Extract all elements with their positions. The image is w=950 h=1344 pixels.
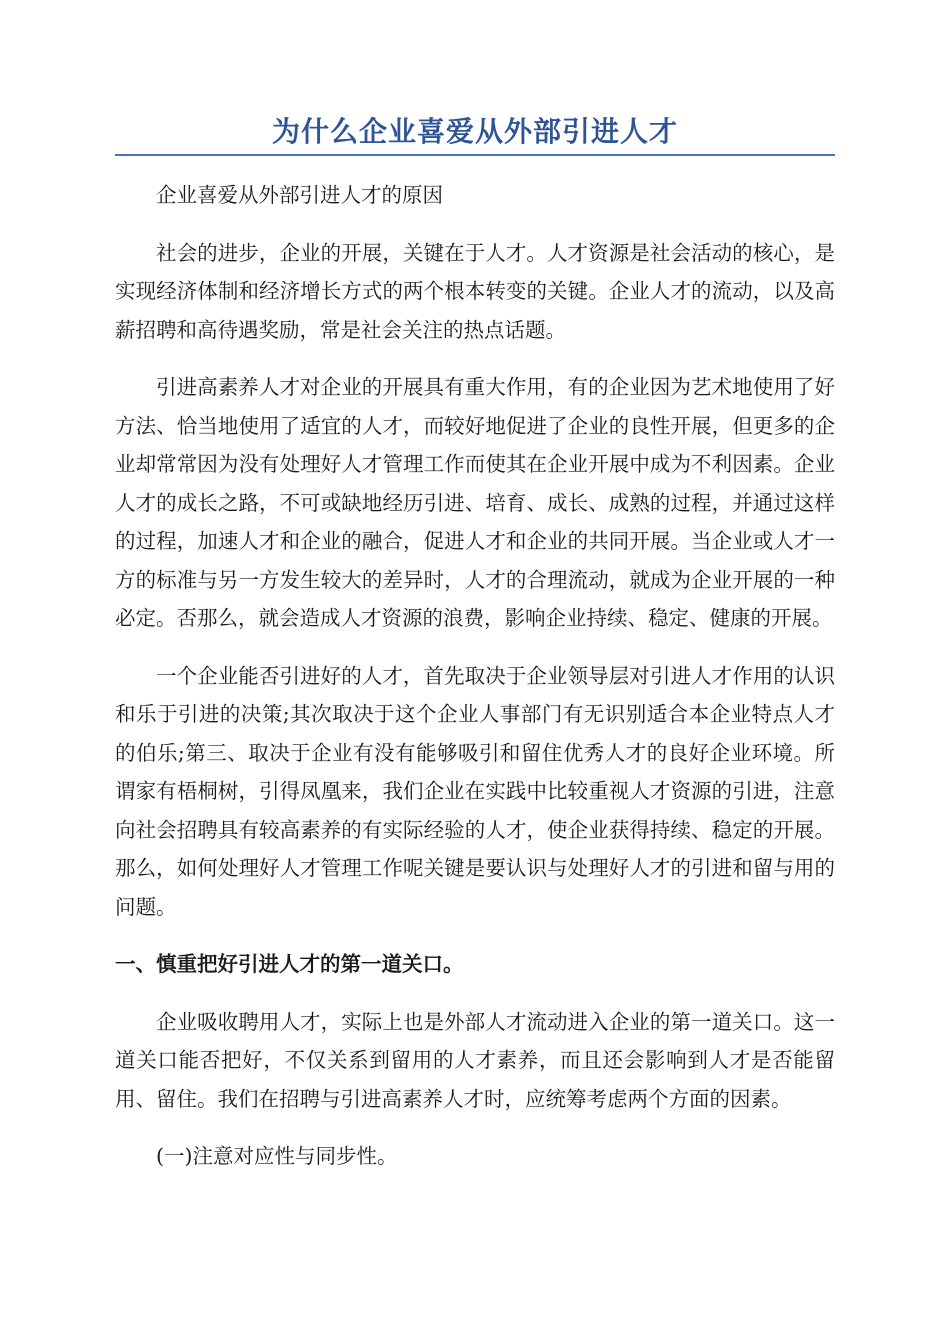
section-heading: 一、慎重把好引进人才的第一道关口。: [115, 952, 464, 976]
subtitle-paragraph: 企业喜爱从外部引进人才的原因: [156, 183, 443, 207]
section-paragraph: 企业吸收聘用人才，实际上也是外部人才流动进入企业的第一道关口。这一道关口能否把好，不仅关系到留用的人才素养，而且还会影响到人才是否能留用、留住。我们在招聘与引进高素养人才时，应统筹考虑两个方面的因素。: [115, 1009, 835, 1111]
title-underline: [115, 154, 835, 156]
subsection-heading: (一)注意对应性与同步性。: [156, 1144, 398, 1168]
body-paragraph-1: 社会的进步，企业的开展，关键在于人才。人才资源是社会活动的核心，是实现经济体制和经济增长方式的两个根本转变的关键。企业人才的流动，以及高薪招聘和高待遇奖励，常是社会关注的热点话题。: [115, 240, 835, 342]
page-title: 为什么企业喜爱从外部引进人才: [271, 115, 678, 148]
body-paragraph-3: 一个企业能否引进好的人才，首先取决于企业领导层对引进人才作用的认识和乐于引进的决策;其次取决于这个企业人事部门有无识别适合本企业特点人才的伯乐;第三、取决于企业有没有能够吸引和留住优秀人才的良好企业环境。所谓家有梧桐树，引得凤凰来，我们企业在实践中比较重视人才资源的引进，注意向社会招聘具有较高素养的有实际经验的人才，使企业获得持续、稳定的开展。那么，如何处理好人才管理工作呢关键是要认识与处理好人才的引进和留与用的问题。: [115, 663, 835, 919]
body-paragraph-2: 引进高素养人才对企业的开展具有重大作用，有的企业因为艺术地使用了好方法、恰当地使用了适宜的人才，而较好地促进了企业的良性开展，但更多的企业却常常因为没有处理好人才管理工作而使其在企业开展中成为不利因素。企业人才的成长之路，不可或缺地经历引进、培育、成长、成熟的过程，并通过这样的过程，加速人才和企业的融合，促进人才和企业的共同开展。当企业或人才一方的标准与另一方发生较大的差异时，人才的合理流动，就成为企业开展的一种必定。否那么，就会造成人才资源的浪费，影响企业持续、稳定、健康的开展。: [115, 375, 835, 630]
